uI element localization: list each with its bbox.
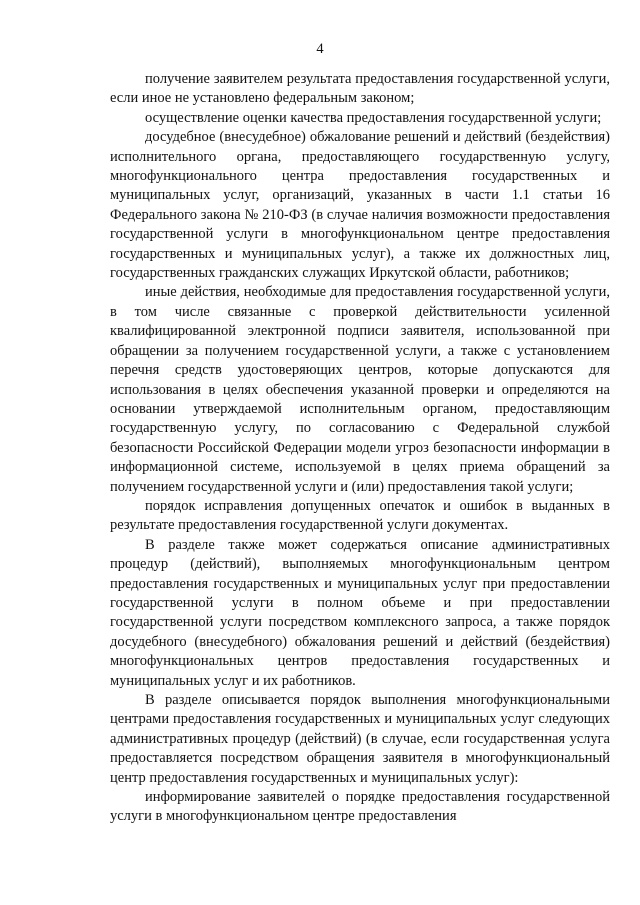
paragraph: В разделе также может содержаться описание административных процедур (действий), выполняемых многофункциональным центром предоставления государственных и муниципальных услуг при предоставлении государственной услуги в полном объеме и при предоставлении государственной услуги посредством комплексного запроса, а также порядок досудебного (внесудебного) обжалования решений и действий (бездействия) многофункциональных центров предоставления государственных и муниципальных услуг и их работников. xyxy=(110,536,610,689)
document-body xyxy=(110,70,610,827)
paragraph: порядок исправления допущенных опечаток и ошибок в выданных в результате предоставления государственной услуги документах. xyxy=(110,497,610,534)
paragraph: досудебное (внесудебное) обжалование решений и действий (бездействия) исполнительного органа, предоставляющего государственную услугу, многофункционального центра предоставления государственных и муниципальных услуг, организаций, указанных в части 1.1 статьи 16 Федерального закона № 210-ФЗ (в случае наличия возможности предоставления государственной услуги в многофункциональном центре предоставления государственных и муниципальных услуг), а также их должностных лиц, государственных гражданских служащих Иркутской области, работников; xyxy=(110,129,610,282)
page-number: 4 xyxy=(316,41,324,57)
paragraph: осуществление оценки качества предоставления государственной услуги; xyxy=(145,109,602,126)
paragraph: информирование заявителей о порядке предоставления государственной услуги в многофункциональном центре предоставления xyxy=(110,789,610,825)
paragraph: получение заявителем результата предоставления государственной услуги, если иное не установлено федеральным законом; xyxy=(110,71,610,107)
paragraph: иные действия, необходимые для предоставления государственной услуги, в том числе связанные с проверкой действительности усиленной квалифицированной электронной подписи заявителя, использованной при обращении за получением государственной услуги, а также с установлением перечня средств удостоверяющих центров, которые допускаются для использования в целях обеспечения указанной проверки и определяются на основании утверждаемой исполнительным органом, предоставляющим государственную услугу, по согласованию с Федеральной службой безопасности Российской Федерации модели угроз безопасности информации в информационной системе, используемой в целях приема обращений за получением государственной услуги и (или) предоставления такой услуги; xyxy=(110,284,610,495)
paragraph: В разделе описывается порядок выполнения многофункциональными центрами предоставления государственных и муниципальных услуг следующих административных процедур (действий) (в случае, если государственная услуга предоставляется посредством обращения заявителя в многофункциональный центр предоставления государственных и муниципальных услуг): xyxy=(110,692,610,786)
